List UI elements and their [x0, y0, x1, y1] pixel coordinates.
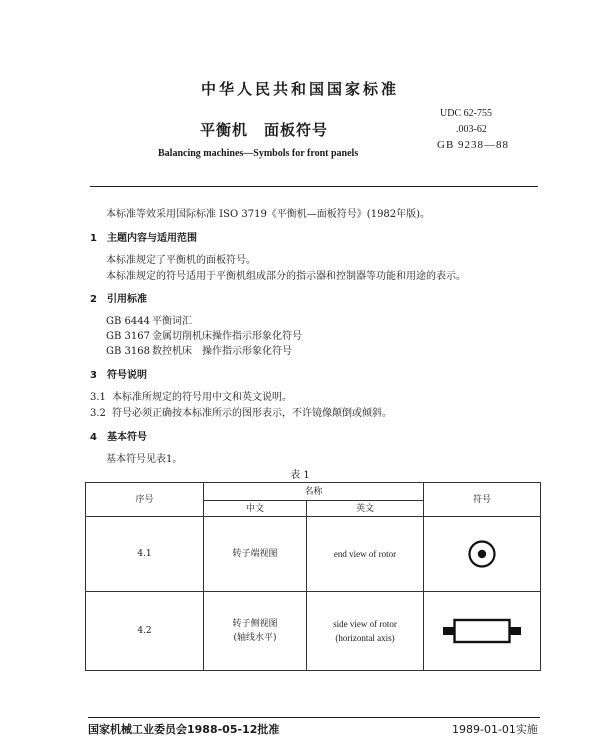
intro-paragraph: 本标准等效采用国际标准 ISO 3719《平衡机—面板符号》(1982年版)。 — [106, 209, 431, 220]
reference-item — [106, 312, 192, 327]
table-caption: 表 1 — [290, 470, 310, 481]
row-name-en: end view of rotor — [307, 517, 424, 592]
clause-3-1 — [90, 388, 292, 403]
implementation-date: 1989-01-01实施 — [452, 723, 538, 736]
reference-item — [106, 327, 302, 342]
reference-title: 数控机床 操作指示形象化符号 — [152, 346, 292, 357]
gb-standard-number: GB 9238—88 — [437, 139, 510, 151]
rotor-side-view-icon — [443, 617, 521, 645]
symbol-table — [85, 482, 541, 671]
clause-3-2 — [90, 404, 392, 419]
clause-text: 符号必须正确按本标准所示的图形表示，不许镜像颠倒或倾斜。 — [112, 408, 392, 419]
footer-divider — [88, 717, 540, 718]
row-symbol — [424, 592, 541, 671]
row-seq: 4.1 — [86, 517, 204, 592]
clause-number: 3.2 — [90, 408, 106, 419]
row-name-cn: 转子端视图 — [204, 517, 307, 592]
row-name-en-line2: (horizontal axis) — [335, 633, 395, 643]
row-name-cn-line2: (轴线水平) — [233, 633, 277, 643]
udc-code-line1: UDC 62-755 — [440, 108, 492, 119]
row-name-en-line1: side view of rotor — [333, 619, 397, 629]
section-1-paragraph-1: 本标准规定了平衡机的面板符号。 — [106, 255, 256, 266]
table-row — [86, 517, 541, 592]
section-4-paragraph: 基本符号见表1。 — [106, 454, 183, 465]
row-symbol — [424, 517, 541, 592]
section-3-heading: 3 符号说明 — [90, 370, 147, 381]
row-name-cn-line1: 转子侧视图 — [232, 619, 278, 629]
table-row — [86, 592, 541, 671]
header-divider — [90, 186, 538, 187]
header-name: 名称 — [204, 483, 424, 501]
header-en: 英文 — [307, 501, 424, 517]
row-name-en — [307, 592, 424, 671]
clause-text: 本标准所规定的符号用中文和英文说明。 — [112, 392, 292, 403]
row-seq: 4.2 — [86, 592, 204, 671]
udc-code-line2: .003-62 — [456, 124, 487, 135]
section-4-heading: 4 基本符号 — [90, 432, 147, 443]
rotor-end-view-icon — [467, 539, 497, 569]
reference-code: GB 6444 — [106, 316, 150, 327]
reference-title: 金属切削机床操作指示形象化符号 — [152, 331, 302, 342]
section-1-heading: 1 主题内容与适用范围 — [90, 233, 197, 244]
approval-info: 国家机械工业委员会1988-05-12批准 — [88, 723, 280, 736]
clause-number: 3.1 — [90, 392, 106, 403]
section-1-paragraph-2: 本标准规定的符号适用于平衡机组成部分的指示器和控制器等功能和用途的表示。 — [106, 271, 466, 282]
header-symbol: 符号 — [424, 483, 541, 517]
reference-title: 平衡词汇 — [152, 316, 192, 327]
header-cn: 中文 — [204, 501, 307, 517]
reference-item — [106, 342, 292, 357]
standard-title: 中华人民共和国国家标准 — [200, 80, 399, 98]
document-title-cn: 平衡机 面板符号 — [200, 121, 329, 139]
section-2-heading: 2 引用标准 — [90, 294, 147, 305]
header-seq: 序号 — [86, 483, 204, 517]
reference-code: GB 3168 — [106, 346, 150, 357]
row-name-cn — [204, 592, 307, 671]
reference-code: GB 3167 — [106, 331, 150, 342]
document-title-en: Balancing machines—Symbols for front panels — [158, 148, 359, 159]
